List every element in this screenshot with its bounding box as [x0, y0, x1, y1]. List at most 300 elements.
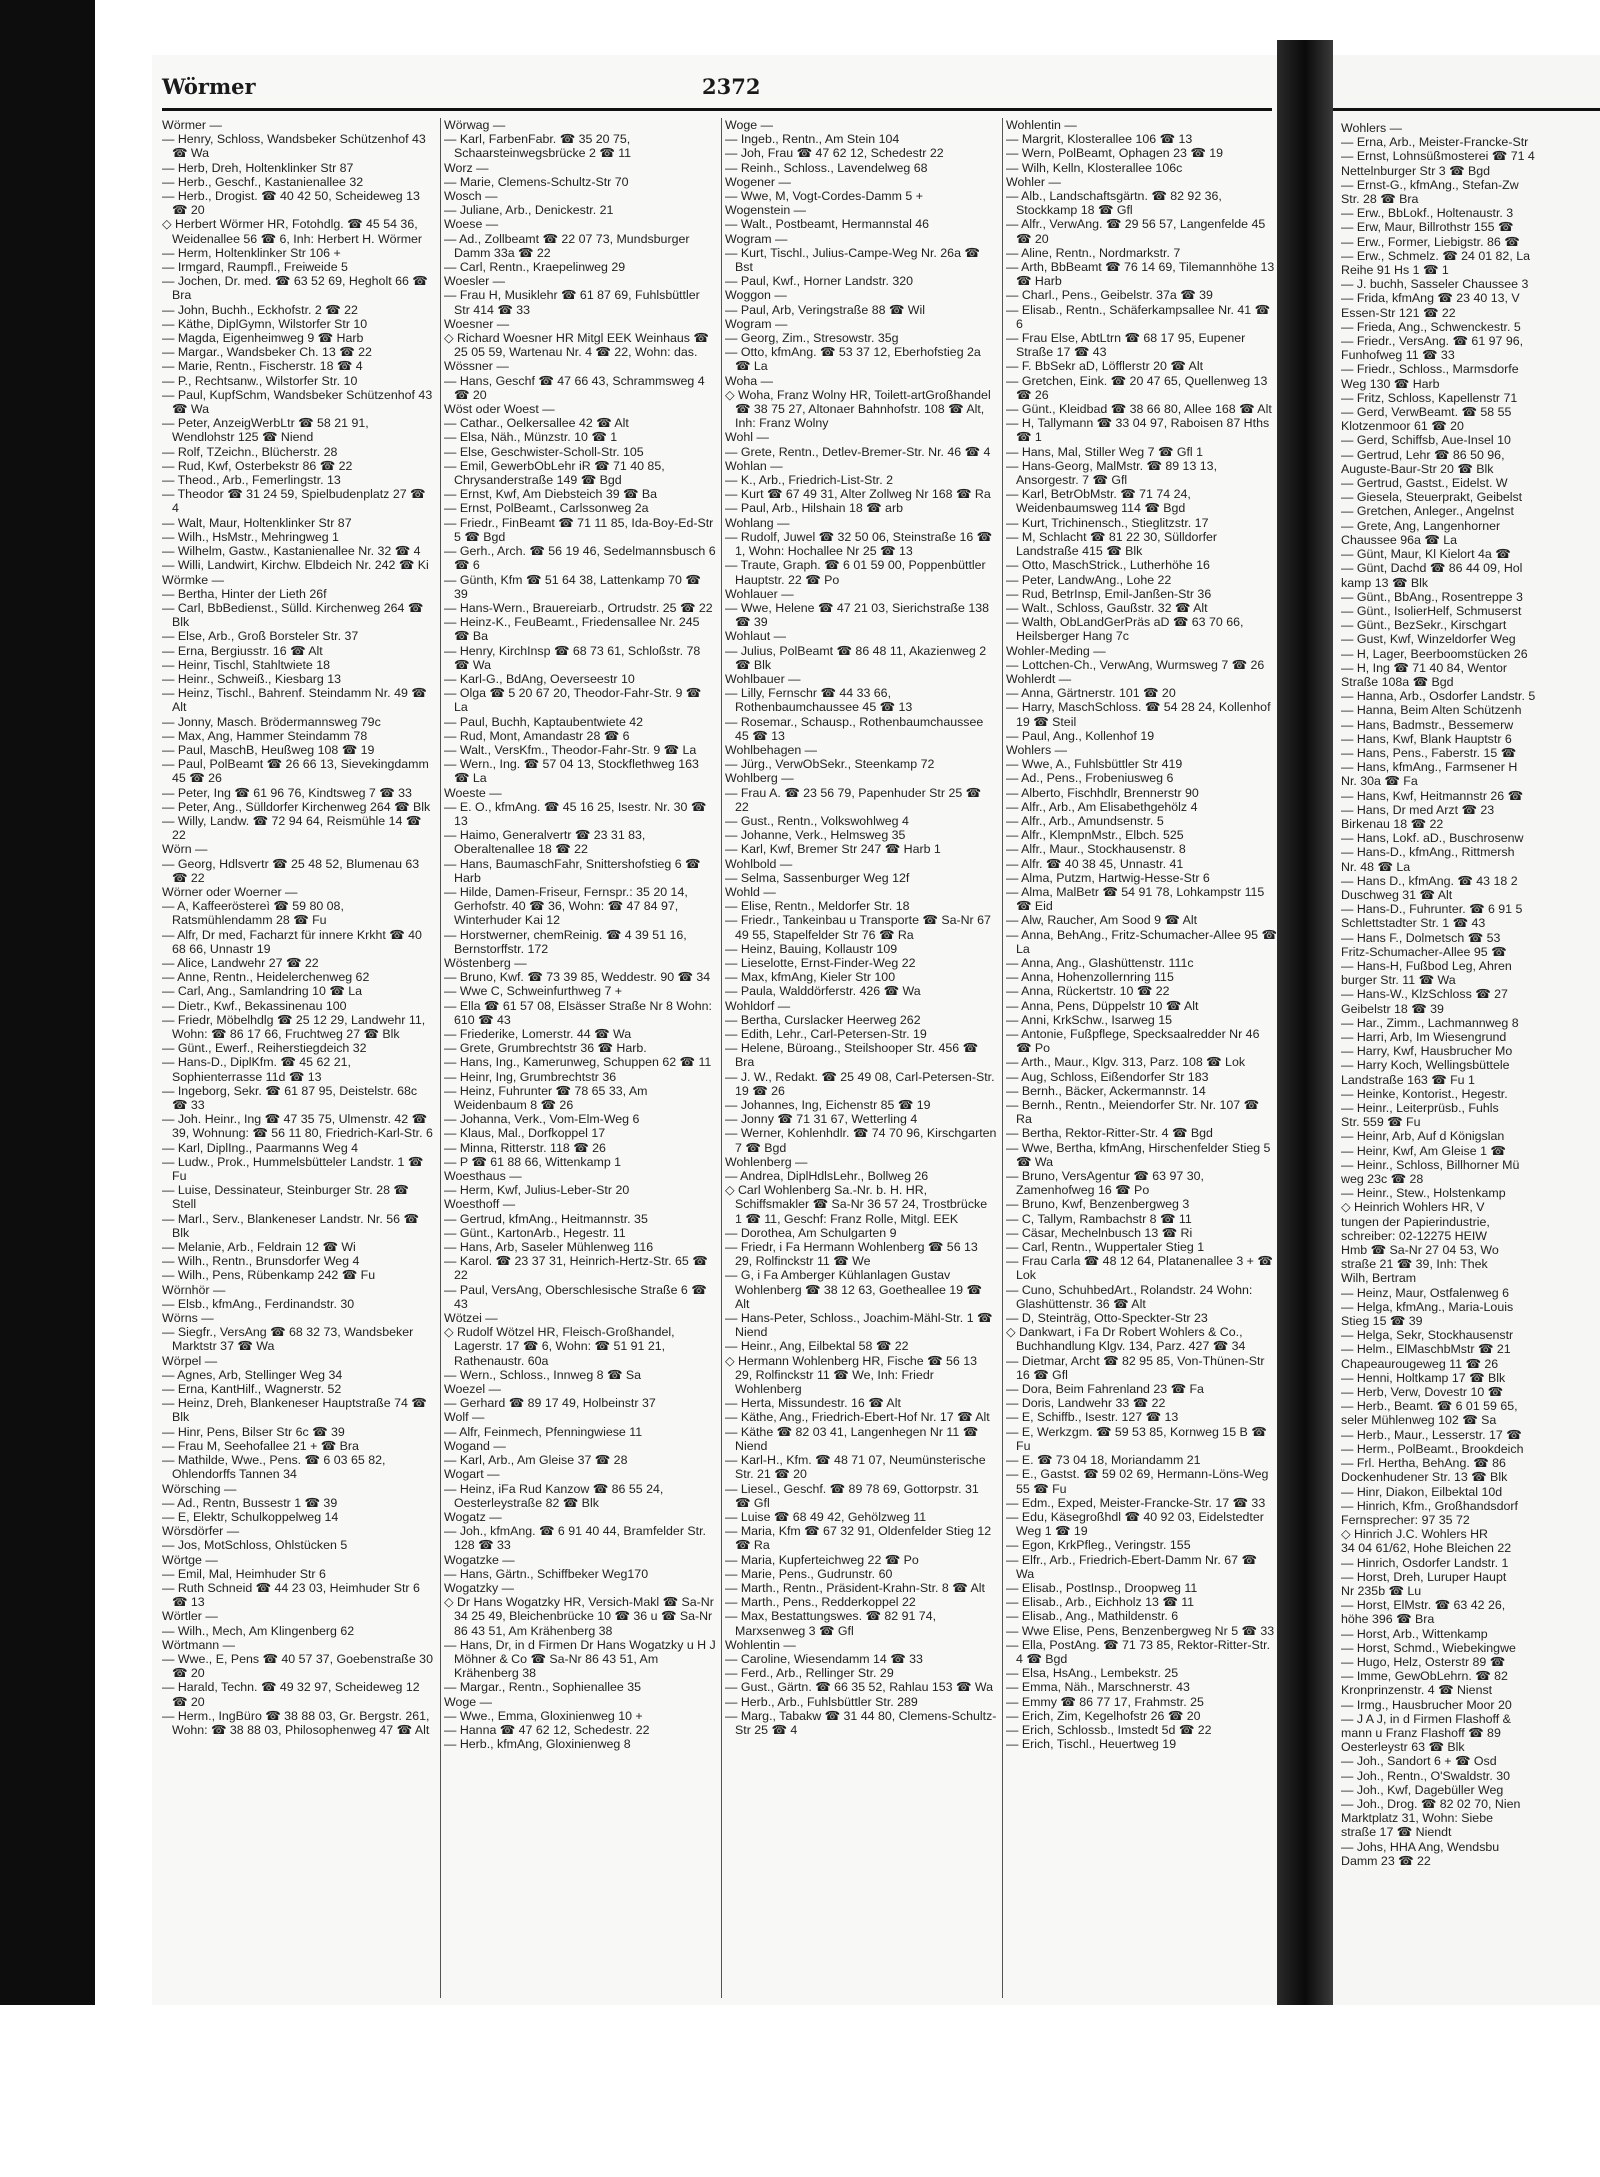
directory-entry: — Werner, Kohlenhdlr. ☎ 74 70 96, Kirschgarten 7 ☎ Bgd	[725, 1126, 997, 1155]
directory-entry: — Joh., kfmAng. ☎ 6 91 40 44, Bramfelder Str. 128 ☎ 33	[444, 1524, 706, 1553]
directory-entry: — Herm, Kwf, Julius-Leber-Str 20	[444, 1183, 630, 1198]
directory-entry: — E, Werkzgm. ☎ 59 53 85, Kornweg 15 B ☎ Fu	[1006, 1424, 1267, 1453]
directory-entry: — Bruno, Kwf. ☎ 73 39 85, Weddestr. 90 ☎ 34	[444, 970, 711, 985]
directory-entry: — Elisab., Ang., Mathildenstr. 6	[1006, 1609, 1179, 1624]
directory-entry: — Bernh., Bäcker, Ackermannstr. 14	[1006, 1083, 1206, 1098]
surname-heading: Wohld —	[725, 884, 776, 899]
directory-entry: — Hans-D., Fuhrunter. ☎ 6 91 5	[1341, 902, 1523, 917]
directory-entry: — Hinr, Diakon, Eilbektal 10d	[1341, 1484, 1503, 1499]
running-head: Wörmer	[162, 74, 256, 99]
surname-heading: Wössner —	[444, 359, 509, 374]
directory-entry: — Kurt, Tischl., Julius-Campe-Weg Nr. 26a ☎ Bst	[725, 245, 980, 275]
surname-heading: Wohlerdt —	[1006, 671, 1072, 686]
surname-heading: Woge —	[725, 118, 773, 132]
directory-entry: — Friedr., FinBeamt ☎ 71 11 85, Ida-Boy-Ed-Str 5 ☎ Bgd	[444, 515, 714, 544]
directory-entry: — Max, Bestattungswes. ☎ 82 91 74, Marxsenweg 3 ☎ Gfl	[725, 1609, 937, 1638]
directory-entry: — Herm., PolBeamt., Brookdeich	[1341, 1441, 1524, 1456]
directory-entry: — Georg, Zim., Stresowstr. 35g	[725, 331, 899, 346]
directory-entry: — D, Steinträg, Otto-Speckter-Str 23	[1006, 1311, 1208, 1326]
surname-heading: Wogand —	[444, 1438, 506, 1453]
directory-entry: — Anna, Ang., Glashüttenstr. 111c	[1006, 955, 1194, 970]
directory-entry: — Alberto, Fischhdlr, Brennerstr 90	[1006, 785, 1199, 800]
surname-heading: Wöst oder Woest —	[444, 402, 555, 417]
directory-entry: — Herm, Holtenklinker Str 106 +	[162, 245, 341, 260]
directory-entry: — Wilh., Mech, Am Klingenberg 62	[162, 1623, 355, 1638]
directory-entry: — Wwe, Helene ☎ 47 21 03, Sierichstraße 138 ☎ 39	[725, 600, 990, 630]
directory-entry: — Erw, Maur, Billrothstr 155 ☎	[1341, 220, 1514, 235]
surname-heading: Wohl —	[725, 430, 769, 445]
column-divider	[721, 118, 722, 1998]
directory-entry: — Erich, Zim, Kegelhofstr 26 ☎ 20	[1006, 1708, 1201, 1723]
directory-entry: — Elisab., Arb., Eichholz 13 ☎ 11	[1006, 1595, 1195, 1610]
directory-entry: — Maria, Kfm ☎ 67 32 91, Oldenfelder Stieg 12 ☎ Ra	[725, 1524, 992, 1553]
directory-entry: — Fritz, Schloss, Kapellenstr 71	[1341, 390, 1518, 405]
surname-heading: Woezel —	[444, 1382, 501, 1397]
directory-entry: — Günth, Kfm ☎ 51 64 38, Lattenkamp 70 ☎ 39	[444, 572, 701, 601]
directory-entry: — Günt., Ewerf., Reiherstiegdeich 32	[162, 1041, 367, 1056]
directory-entry: — Ad., Rentn, Bussestr 1 ☎ 39	[162, 1495, 338, 1510]
directory-entry: — Hans-Peter, Schloss., Joachim-Mähl-Str. 1 ☎ Niend	[725, 1311, 993, 1340]
directory-entry: — Friederike, Lomerstr. 44 ☎ Wa	[444, 1027, 632, 1041]
directory-entry: — Wern., Ing. ☎ 57 04 13, Stockflethweg 163 ☎ La	[444, 757, 699, 786]
directory-entry: — Minna, Ritterstr. 118 ☎ 26	[444, 1140, 606, 1155]
header-rule	[162, 108, 1272, 111]
directory-entry: — Luise ☎ 68 49 42, Gehölzweg 11	[725, 1509, 927, 1524]
surname-heading: Woese —	[444, 217, 499, 232]
directory-entry: — Gust., Gärtn. ☎ 66 35 52, Rahlau 153 ☎ Wa	[725, 1680, 994, 1695]
directory-entry: ◇ Dankwart, i Fa Dr Robert Wohlers & Co., Buchhandlung Klgv. 134, Parz. 427 ☎ 34	[1006, 1325, 1246, 1354]
directory-entry: — Helene, Büroang., Steilshooper Str. 456 ☎ Bra	[725, 1041, 979, 1070]
directory-entry: Funhofweg 11 ☎ 33	[1341, 348, 1455, 363]
directory-entry: — J A J, in d Firmen Flashoff &	[1341, 1711, 1511, 1726]
directory-entry: — Else, Arb., Groß Borsteler Str. 37	[162, 629, 359, 644]
directory-entry: — Herb., Arb., Fuhlsbüttler Str. 289	[725, 1694, 918, 1709]
directory-entry: — Wwe C, Schweinfurthweg 7 +	[444, 984, 623, 999]
directory-entry: — Doris, Landwehr 33 ☎ 22	[1006, 1396, 1166, 1411]
directory-entry: — F. BbSekr aD, Löfflerstr 20 ☎ Alt	[1006, 359, 1204, 374]
directory-entry: — Wern., Schloss., Innweg 8 ☎ Sa	[444, 1367, 642, 1382]
surname-heading: Woggon —	[725, 288, 787, 303]
directory-entry: — Bertha, Curslacker Heerweg 262	[725, 1012, 921, 1027]
directory-entry: — Marie, Pens., Gudrunstr. 60	[725, 1566, 893, 1581]
directory-entry: — Antonie, Fußpflege, Specksaalredder Nr 46 ☎ Po	[1006, 1027, 1260, 1056]
directory-entry: — Peter, AnzeigWerbLtr ☎ 58 21 91, Wendlohstr 125 ☎ Niend	[162, 416, 369, 445]
directory-entry: — Gerd, VerwBeamt. ☎ 58 55	[1341, 405, 1512, 420]
directory-entry: Nr. 30a ☎ Fa	[1341, 774, 1418, 789]
directory-entry: — Rosemar., Schausp., Rothenbaumchaussee 45 ☎ 13	[725, 714, 984, 743]
directory-entry: — Herta, Missundestr. 16 ☎ Alt	[725, 1396, 901, 1411]
directory-entry: — Ernst, PolBeamt., Carlssonweg 2a	[444, 501, 649, 516]
directory-entry: — Käthe ☎ 82 03 41, Langenhegen Nr 11 ☎ Niend	[725, 1424, 979, 1453]
directory-entry: — Julius, PolBeamt ☎ 86 48 11, Akazienweg 2 ☎ Blk	[725, 643, 987, 672]
directory-entry: — Arth, BbBeamt ☎ 76 14 69, Tilemannhöhe 13 ☎ Harb	[1006, 260, 1275, 289]
surname-heading: Wohlbehagen —	[725, 742, 818, 757]
directory-entry: — Harry, Kwf, Hausbrucher Mo	[1341, 1044, 1513, 1059]
directory-entry: — Helga, Sekr, Stockhausenstr	[1341, 1328, 1514, 1343]
surname-heading: Wohlberg —	[725, 771, 794, 786]
directory-entry: — Elisab., PostInsp., Droopweg 11	[1006, 1580, 1198, 1595]
directory-entry: — Wern, PolBeamt, Ophagen 23 ☎ 19	[1006, 146, 1224, 161]
directory-entry: — Joh, Frau ☎ 47 62 12, Schedestr 22	[725, 146, 944, 161]
directory-entry: — Harri, Arb, Im Wiesengrund	[1341, 1030, 1507, 1044]
directory-entry: — Alfr., Arb., Amundsenstr. 5	[1006, 813, 1164, 828]
directory-entry: — E, Elektr, Schulkoppelweg 14	[162, 1509, 339, 1524]
surname-heading: Wörtmann —	[162, 1637, 235, 1652]
directory-entry: — Heinz, Dreh, Blankeneser Hauptstraße 74 ☎ Blk	[162, 1396, 427, 1425]
directory-entry: — Karl-H., Kfm. ☎ 48 71 07, Neumünsterische Str. 21 ☎ 20	[725, 1453, 986, 1482]
directory-entry: — Cathar., Oelkersallee 42 ☎ Alt	[444, 416, 629, 431]
directory-entry: — Ella, PostAng. ☎ 71 73 85, Rektor-Ritter-Str. 4 ☎ Bgd	[1006, 1637, 1271, 1666]
surname-heading: Woesthaus —	[444, 1169, 522, 1184]
directory-column-2	[444, 118, 716, 1998]
directory-entry: — Erna, Arb., Meister-Francke-Str	[1341, 135, 1529, 150]
directory-entry: — Gust., Rentn., Volkswohlweg 4	[725, 813, 909, 828]
directory-entry: — Paul, KupfSchm, Wandsbeker Schützenhof 43 ☎ Wa	[162, 387, 433, 417]
directory-entry: — Heinr, Ing, Grumbrechtstr 36	[444, 1069, 617, 1084]
directory-entry: 34 04 61/62, Hohe Bleichen 22	[1341, 1541, 1512, 1556]
surname-heading: Wörsdörfer —	[162, 1524, 240, 1539]
directory-entry: — Heinz, Tischl., Bahrenf. Steindamm Nr. 49 ☎ Alt	[162, 686, 427, 715]
directory-entry: Duschweg 31 ☎ Alt	[1341, 887, 1453, 902]
surname-heading: Wohler —	[1006, 174, 1061, 189]
surname-heading: Woesthoff —	[444, 1197, 516, 1212]
directory-entry: — Hans F., Dolmetsch ☎ 53	[1341, 930, 1501, 945]
directory-entry: Straße 108a ☎ Bgd	[1341, 674, 1454, 689]
directory-entry: — Theod., Arb., Femerlingstr. 13	[162, 473, 341, 488]
directory-entry: — Herm., IngBüro ☎ 38 88 03, Gr. Bergstr. 261, Wohn: ☎ 38 88 03, Philosophenweg 47 ☎ Alt	[162, 1708, 430, 1737]
directory-entry: — Mathilde, Wwe., Pens. ☎ 6 03 65 82, Ohlendorffs Tannen 34	[162, 1453, 386, 1482]
directory-entry: — Grete, Grumbrechtstr 36 ☎ Harb.	[444, 1041, 647, 1056]
directory-entry: — Giesela, Steuerprakt, Geibelst	[1341, 490, 1523, 505]
directory-entry: — Edith, Lehr., Carl-Petersen-Str. 19	[725, 1027, 927, 1041]
directory-entry: — Heinr., Schloss, Billhorner Mü	[1341, 1157, 1520, 1172]
directory-entry: — Ferd., Arb., Rellinger Str. 29	[725, 1666, 894, 1681]
directory-entry: — C, Tallym, Rambachstr 8 ☎ 11	[1006, 1211, 1192, 1226]
surname-heading: Wörtge —	[162, 1552, 218, 1567]
surname-heading: Wötzei —	[444, 1311, 498, 1326]
directory-entry: — Hans, BaumaschFahr, Snittershofstieg 6 ☎ Harb	[444, 856, 701, 885]
surname-heading: Wörner oder Woerner —	[162, 884, 298, 899]
directory-entry: — Karl-G., BdAng, Oeverseestr 10	[444, 671, 635, 686]
surname-heading: Wörn —	[162, 842, 208, 857]
directory-entry: — Paul, VersAng, Oberschlesische Straße 6 ☎ 43	[444, 1282, 707, 1311]
directory-entry: — Marg., Tabakw ☎ 31 44 80, Clemens-Schultz-Str 25 ☎ 4	[725, 1708, 997, 1737]
directory-entry: ◇ Carl Wohlenberg Sa.-Nr. b. H. HR, Schiffsmakler ☎ Sa-Nr 36 57 24, Trostbrücke 1 ☎ 11, Geschf: Franz Rolle, Mitgl. EEK	[725, 1183, 988, 1226]
directory-entry: — Gertrud, Lehr ☎ 86 50 96,	[1341, 447, 1505, 462]
surname-heading: Wohlauer —	[725, 586, 794, 601]
directory-entry: Auguste-Baur-Str 20 ☎ Blk	[1341, 461, 1494, 476]
directory-entry: — Friedr, Möbelhdlg ☎ 25 12 29, Landwehr 11, Wohn: ☎ 86 17 66, Fruchtweg 27 ☎ Blk	[162, 1012, 426, 1041]
directory-entry: Schlettstadter Str. 1 ☎ 43	[1341, 916, 1486, 931]
directory-entry: — Wwe Elise, Pens, Benzenbergweg Nr 5 ☎ 33	[1006, 1623, 1275, 1638]
surname-heading: Wöstenberg —	[444, 955, 527, 970]
directory-entry: — Anna, Rückertstr. 10 ☎ 22	[1006, 984, 1170, 999]
directory-entry: — Hans, Lokf. aD., Buschrosenw	[1341, 831, 1524, 846]
directory-entry: — Friedr, i Fa Hermann Wohlenberg ☎ 56 13 29, Rolfinckstr 11 ☎ We	[725, 1240, 978, 1269]
directory-entry: — Alfr., VerwAng. ☎ 29 56 57, Langenfelde 45 ☎ 20	[1006, 217, 1266, 246]
directory-entry: — Irmgard, Raumpfl., Freiweide 5	[162, 260, 348, 275]
directory-entry: — Heinz, iFa Rud Kanzow ☎ 86 55 24, Oesterleystraße 82 ☎ Blk	[444, 1481, 664, 1510]
surname-heading: Wogenstein —	[725, 203, 807, 218]
directory-entry: Nr. 48 ☎ La	[1341, 859, 1411, 874]
directory-entry: — Rud, Kwf, Osterbekstr 86 ☎ 22	[162, 458, 353, 473]
surname-heading: Wörns —	[162, 1311, 214, 1326]
directory-entry: — Dora, Beim Fahrenland 23 ☎ Fa	[1006, 1382, 1204, 1397]
directory-entry: — Grete, Ang, Langenhorner	[1341, 518, 1501, 533]
directory-entry: — Cäsar, Mechelnbusch 13 ☎ Ri	[1006, 1225, 1193, 1240]
directory-entry: — Margar., Rentn., Sophienallee 35	[444, 1680, 641, 1695]
directory-entry: — Heinz, Fuhrunter ☎ 78 65 33, Am Weidenbaum 8 ☎ 26	[444, 1083, 648, 1113]
directory-entry: — Alice, Landwehr 27 ☎ 22	[162, 955, 319, 970]
page-header	[162, 74, 1272, 106]
directory-entry: — Anni, KrkSchw., Isarweg 15	[1006, 1012, 1172, 1027]
surname-heading: Wörpel —	[162, 1353, 218, 1368]
directory-entry: — Hans, Pens., Faberstr. 15 ☎	[1341, 745, 1517, 760]
directory-entry: — Peter, Ing ☎ 61 96 76, Kindtsweg 7 ☎ 33	[162, 785, 412, 800]
directory-entry: tungen der Papierindustrie,	[1341, 1214, 1490, 1229]
directory-entry: Oesterleystr 63 ☎ Blk	[1341, 1740, 1465, 1755]
directory-entry: — Walt, Maur, Holtenklinker Str 87	[162, 515, 352, 530]
directory-entry: — Paul, Buchh, Kaptaubentwiete 42	[444, 714, 644, 729]
directory-entry: — Alma, MalBetr ☎ 54 91 78, Lohkampstr 115 ☎ Eid	[1006, 884, 1265, 914]
directory-entry: — Wilh., Pens, Rübenkamp 242 ☎ Fu	[162, 1268, 376, 1283]
directory-entry: — Alfr, Dr med, Facharzt für innere Krkht ☎ 40 68 66, Unnastr 19	[162, 927, 422, 956]
surname-heading: Wörmer —	[162, 118, 222, 132]
surname-heading: Wohlers —	[1006, 742, 1068, 757]
directory-entry: — Carl, Rentn., Wuppertaler Stieg 1	[1006, 1240, 1205, 1255]
directory-entry: — H, Ing ☎ 71 40 84, Wentor	[1341, 660, 1508, 675]
directory-entry: — Walt., Schloss, Gaußstr. 32 ☎ Alt	[1006, 600, 1208, 615]
directory-entry: — Anna, Gärtnerstr. 101 ☎ 20	[1006, 686, 1176, 701]
directory-entry: — Peter, Ang., Sülldorfer Kirchenweg 264 ☎ Blk	[162, 799, 431, 814]
directory-entry: Nettelnburger Str 3 ☎ Bgd	[1341, 163, 1491, 178]
book-gutter	[1277, 40, 1333, 2005]
directory-entry: — Walt., Postbeamt, Hermannstal 46	[725, 217, 930, 232]
surname-heading: Wörnhör —	[162, 1282, 226, 1297]
directory-entry: — E. O., kfmAng. ☎ 45 16 25, Isestr. Nr. 30 ☎ 13	[444, 799, 707, 828]
directory-entry: — Günt., Kleidbad ☎ 38 66 80, Allee 168 ☎ Alt	[1006, 402, 1272, 417]
directory-entry: — Ernst, Kwf, Am Diebsteich 39 ☎ Ba	[444, 487, 658, 502]
directory-entry: — Rud, BetrInsp, Emil-Janßen-Str 36	[1006, 586, 1212, 601]
directory-entry: — Elsa, HsAng., Lembekstr. 25	[1006, 1666, 1179, 1681]
directory-entry: ◇ Hermann Wohlenberg HR, Fische ☎ 56 13 29, Rolfinckstr 11 ☎ We, Inh: Friedr Wohlenberg	[725, 1353, 978, 1397]
directory-entry: Weg 130 ☎ Harb	[1341, 376, 1440, 391]
scanner-border-left	[0, 0, 95, 2005]
directory-entry: — Günt, Dachd ☎ 86 44 09, Hol	[1341, 561, 1523, 576]
directory-entry: — Günt., IsolierHelf, Schmuserst	[1341, 603, 1522, 618]
directory-entry: — Ernst-G., kfmAng., Stefan-Zw	[1341, 177, 1519, 192]
directory-entry: — Aline, Rentn., Nordmarkstr. 7	[1006, 245, 1181, 260]
directory-entry: — Alma, Putzm, Hartwig-Hesse-Str 6	[1006, 870, 1210, 885]
directory-entry: — Jonny, Masch. Brödermannsweg 79c	[162, 714, 381, 729]
directory-entry: — Margar., Wandsbeker Ch. 13 ☎ 22	[162, 345, 372, 360]
directory-entry: — Paul, Ang., Kollenhof 19	[1006, 728, 1155, 743]
directory-entry: — Günt, Maur, Kl Kielort 4a ☎	[1341, 547, 1511, 562]
surname-heading: Wogram —	[725, 316, 788, 331]
directory-entry: burger Str. 11 ☎ Wa	[1341, 973, 1456, 988]
directory-entry: — Imme, GewObLehrn. ☎ 82	[1341, 1669, 1508, 1684]
directory-entry: — Anna, BehAng., Fritz-Schumacher-Allee 95 ☎ La	[1006, 927, 1277, 956]
directory-entry: ◇ Richard Woesner HR Mitgl EEK Weinhaus ☎ 25 05 59, Wartenau Nr. 4 ☎ 22, Wohn: das.	[444, 331, 709, 360]
directory-entry: — Marth., Rentn., Präsident-Krahn-Str. 8 ☎ Alt	[725, 1580, 985, 1595]
directory-entry: — Anna, Pens, Düppelstr 10 ☎ Alt	[1006, 998, 1199, 1013]
directory-entry: — Erich, Tischl., Heuertweg 19	[1006, 1737, 1177, 1752]
directory-entry: — Herb., Maur., Lesserstr. 17 ☎	[1341, 1427, 1522, 1442]
directory-entry: — Frau Carla ☎ 48 12 64, Platanenallee 3 + ☎ Lok	[1006, 1254, 1273, 1283]
directory-entry: — Horst, Arb., Wittenkamp	[1341, 1626, 1488, 1641]
directory-entry: — Heinr., Schweiß., Kiesbarg 13	[162, 671, 342, 686]
directory-entry: — Wilh., Rentn., Brunsdorfer Weg 4	[162, 1254, 360, 1269]
directory-entry: — Karl, BetrObMstr. ☎ 71 74 24, Weidenbaumsweg 114 ☎ Bgd	[1006, 487, 1191, 516]
surname-heading: Wohlbauer —	[725, 671, 801, 686]
surname-heading: Wohlaut —	[725, 629, 787, 644]
directory-entry: — Hans, Badmstr., Bessemerw	[1341, 717, 1514, 732]
directory-entry: — Carl, Ang., Samlandring 10 ☎ La	[162, 984, 363, 999]
directory-entry: — E., Gastst. ☎ 59 02 69, Hermann-Löns-Weg 55 ☎ Fu	[1006, 1467, 1269, 1496]
directory-entry: — Erna, KantHilf., Wagnerstr. 52	[162, 1382, 342, 1397]
directory-entry: — Wilhelm, Gastw., Kastanienallee Nr. 32 ☎ 4	[162, 544, 421, 559]
directory-entry: — Hans D., kfmAng. ☎ 43 18 2	[1341, 873, 1518, 888]
surname-heading: Wohlenberg —	[725, 1154, 808, 1169]
column-divider	[1002, 118, 1003, 1998]
directory-entry: — Friedr., Schloss., Marmsdorfe	[1341, 362, 1519, 377]
directory-entry: — Else, Geschwister-Scholl-Str. 105	[444, 444, 644, 459]
directory-entry: — Hans, Kwf, Heitmannstr 26 ☎	[1341, 788, 1524, 803]
surname-heading: Wogatz —	[444, 1509, 502, 1524]
directory-entry: — Carl, Rentn., Kraepelinweg 29	[444, 260, 626, 275]
directory-entry: — Herb, Verw, Dovestr 10 ☎	[1341, 1385, 1504, 1400]
directory-entry: — Harry, MaschSchloss. ☎ 54 28 24, Kollenhof 19 ☎ Steil	[1006, 700, 1271, 729]
directory-entry: — Joh., Drog. ☎ 82 02 70, Nien	[1341, 1796, 1521, 1811]
directory-entry: Dockenhudener Str. 13 ☎ Blk	[1341, 1470, 1508, 1485]
surname-heading: Wohlbold —	[725, 856, 793, 871]
directory-entry: — Emmy ☎ 86 77 17, Frahmstr. 25	[1006, 1694, 1204, 1709]
directory-entry: ◇ Rudolf Wötzel HR, Fleisch-Großhandel, Lagerstr. 17 ☎ 6, Wohn: ☎ 51 91 21, Rathenaustr. 60a	[444, 1325, 675, 1368]
directory-entry: — Bernh., Rentn., Meiendorfer Str. Nr. 107 ☎ Ra	[1006, 1098, 1260, 1127]
directory-entry: — Maria, Kupferteichweg 22 ☎ Po	[725, 1552, 919, 1567]
directory-entry: — Ad., Zollbeamt ☎ 22 07 73, Mundsburger Damm 33a ☎ 22	[444, 231, 690, 260]
directory-column-4	[1006, 118, 1278, 1998]
directory-entry: — Wwe, A., Fuhlsbüttler Str 419	[1006, 757, 1183, 772]
directory-entry: — Gretchen, Eink. ☎ 20 47 65, Quellenweg 13 ☎ 26	[1006, 373, 1268, 402]
directory-entry: — E, Schiffb., Isestr. 127 ☎ 13	[1006, 1410, 1179, 1425]
directory-entry: ◇ Hinrich J.C. Wohlers HR	[1341, 1527, 1488, 1542]
directory-entry: — Wilh., HsMstr., Mehringweg 1	[162, 529, 339, 544]
directory-entry: — Frida, kfmAng ☎ 23 40 13, V	[1341, 291, 1520, 306]
directory-entry: — Ad., Pens., Frobeniusweg 6	[1006, 771, 1174, 786]
directory-entry: — Irmg., Hausbrucher Moor 20	[1341, 1697, 1512, 1712]
directory-entry: — Anna, Hohenzollernring 115	[1006, 970, 1174, 985]
directory-entry: — Emil, GewerbObLehr iR ☎ 71 40 85, Chrysanderstraße 149 ☎ Bgd	[444, 458, 665, 488]
directory-entry: — Alfr., Arb., Am Elisabethgehölz 4	[1006, 799, 1198, 814]
directory-entry: — Theodor ☎ 31 24 59, Spielbudenplatz 27 ☎ 4	[162, 487, 426, 516]
column-divider	[440, 118, 441, 1998]
directory-entry: Essen-Str 121 ☎ 22	[1341, 305, 1456, 320]
directory-entry: Reihe 91 Hs 1 ☎ 1	[1341, 263, 1449, 278]
directory-entry: — Käthe, Ang., Friedrich-Ebert-Hof Nr. 17 ☎ Alt	[725, 1410, 990, 1425]
directory-entry: — Heinke, Kontorist., Hegestr.	[1341, 1086, 1508, 1101]
directory-entry: — Alb., Landschaftsgärtn. ☎ 82 92 36, Stockkamp 18 ☎ Gfl	[1006, 189, 1222, 218]
directory-entry: — Ernst, Lohnsüßmosterei ☎ 71 4	[1341, 149, 1535, 164]
directory-entry: — Hans-D., kfmAng., Rittmersh	[1341, 845, 1515, 860]
directory-entry: Fernsprecher: 97 35 72	[1341, 1512, 1470, 1527]
directory-entry: — Heinz-K., FeuBeamt., Friedensallee Nr. 245 ☎ Ba	[444, 615, 700, 644]
directory-entry: — Hans, Mal, Stiller Weg 7 ☎ Gfl 1	[1006, 444, 1203, 459]
surname-heading: Wörmke —	[162, 572, 224, 587]
directory-entry: — Bruno, VersAgentur ☎ 63 97 30, Zamenhofweg 16 ☎ Po	[1006, 1169, 1204, 1198]
directory-entry: — Dietmar, Archt ☎ 82 95 85, Von-Thünen-Str 16 ☎ Gfl	[1006, 1353, 1265, 1382]
directory-entry: — Elsb., kfmAng., Ferdinandstr. 30	[162, 1296, 355, 1311]
surname-heading: Wohlan —	[725, 458, 783, 473]
directory-entry: — Gerhard ☎ 89 17 49, Holbeinstr 37	[444, 1396, 656, 1411]
directory-entry: — Erw., BbLokf., Holtenaustr. 3	[1341, 206, 1514, 221]
surname-heading: Wohlang —	[725, 515, 790, 530]
directory-entry: — Jos, MotSchloss, Ohlstücken 5	[162, 1538, 348, 1553]
directory-entry: — Erw., Former, Liebigstr. 86 ☎	[1341, 234, 1520, 249]
directory-entry: — Karol. ☎ 23 37 31, Heinrich-Hertz-Str. 65 ☎ 22	[444, 1254, 708, 1283]
directory-entry: — Grete, Rentn., Detlev-Bremer-Str. Nr. 46 ☎ 4	[725, 444, 991, 459]
directory-entry: — Paul, PolBeamt ☎ 26 66 13, Sievekingdamm 45 ☎ 26	[162, 757, 429, 786]
surname-heading: Wohler-Meding —	[1006, 643, 1106, 658]
directory-entry: — Wwe, Bertha, kfmAng, Hirschenfelder Stieg 5 ☎ Wa	[1006, 1140, 1271, 1169]
directory-entry: — Lilly, Fernschr ☎ 44 33 66, Rothenbaumchaussee 45 ☎ 13	[725, 686, 913, 715]
directory-entry: — Max, Ang, Hammer Steindamm 78	[162, 728, 368, 743]
directory-entry: — Wilh, Kelln, Klosterallee 106c	[1006, 160, 1183, 175]
directory-entry: — Willy, Landw. ☎ 72 94 64, Reismühle 14 ☎ 22	[162, 813, 422, 843]
directory-entry: — Marl., Serv., Blankeneser Landstr. Nr. 56 ☎ Blk	[162, 1211, 419, 1240]
surname-heading: Wolf —	[444, 1410, 485, 1425]
directory-entry: Geibelstr 18 ☎ 39	[1341, 1001, 1444, 1016]
directory-entry: — Frau H, Musiklehr ☎ 61 87 69, Fuhlsbüttler Str 414 ☎ 33	[444, 288, 700, 317]
directory-entry: — Elisab., Rentn., Schäferkampsallee Nr. 41 ☎ 6	[1006, 302, 1271, 331]
directory-entry: — Paula, Walddörferstr. 426 ☎ Wa	[725, 984, 921, 999]
directory-entry: — Dorothea, Am Schulgarten 9	[725, 1225, 897, 1240]
directory-entry: — Henni, Holtkamp 17 ☎ Blk	[1341, 1370, 1506, 1385]
directory-entry: — Gerd, Schiffsb, Aue-Insel 10	[1341, 433, 1511, 448]
directory-entry: — Walth, ObLandGerPräs aD ☎ 63 70 66, Heilsberger Hang 7c	[1006, 615, 1244, 644]
header-rule-right	[1333, 108, 1600, 111]
directory-entry: — Jonny ☎ 71 31 67, Wetterling 4	[725, 1112, 918, 1127]
directory-entry: — Jürg., VerwObSekr., Steenkamp 72	[725, 757, 935, 772]
directory-entry: — Hinr, Pens, Bilser Str 6c ☎ 39	[162, 1424, 345, 1439]
directory-entry: — Alfr, Feinmech, Pfenningwiese 11	[444, 1424, 643, 1439]
directory-entry: — Hilde, Damen-Friseur, Fernspr.: 35 20 14, Gerhofstr. 40 ☎ 36, Wohn: ☎ 47 84 97, Winterhuder Kai 12	[444, 884, 688, 928]
directory-entry: — Hans, Arb, Saseler Mühlenweg 116	[444, 1240, 654, 1255]
directory-entry: — Max, kfmAng, Kieler Str 100	[725, 970, 896, 985]
directory-entry: — Karl, DiplIng., Paarmanns Weg 4	[162, 1140, 359, 1155]
directory-entry: — Heinr., Stew., Holstenkamp	[1341, 1186, 1506, 1201]
directory-entry: ◇ Heinrich Wohlers HR, V	[1341, 1200, 1485, 1215]
directory-entry: — J. W., Redakt. ☎ 25 49 08, Carl-Petersen-Str. 19 ☎ 26	[725, 1069, 995, 1098]
directory-entry: — Marth., Pens., Redderkoppel 22	[725, 1595, 916, 1610]
surname-heading: Woge —	[444, 1694, 492, 1709]
directory-entry: — Andrea, DiplHdlsLehr., Bollweg 26	[725, 1169, 929, 1184]
directory-entry: — Hanna, Arb., Osdorfer Landstr. 5	[1341, 689, 1536, 704]
directory-entry: — Frl. Hertha, BehAng. ☎ 86	[1341, 1456, 1506, 1471]
directory-entry: — Karl, Kwf, Bremer Str 247 ☎ Harb 1	[725, 842, 941, 857]
directory-entry: — Wwe., E, Pens ☎ 40 57 37, Goebenstraße 30 ☎ 20	[162, 1651, 433, 1681]
directory-entry: — Joh., Rentn., O'Swaldstr. 30	[1341, 1768, 1511, 1783]
directory-entry: — Emma, Näh., Marschnerstr. 43	[1006, 1680, 1190, 1695]
directory-entry: — Alfr., Maur., Stockhausenstr. 8	[1006, 842, 1186, 857]
directory-entry: Chaussee 96a ☎ La	[1341, 532, 1458, 547]
directory-entry: — Horst, Schmd., Wiebekingwe	[1341, 1640, 1516, 1655]
directory-entry: — Frau M, Seehofallee 21 + ☎ Bra	[162, 1438, 359, 1453]
directory-column-3	[725, 118, 997, 1998]
directory-entry: — Dietr., Kwf., Bekassinenau 100	[162, 998, 347, 1013]
directory-entry: schreiber: 02-12275 HEIW	[1341, 1228, 1488, 1243]
surname-heading: Wogener —	[725, 174, 791, 189]
